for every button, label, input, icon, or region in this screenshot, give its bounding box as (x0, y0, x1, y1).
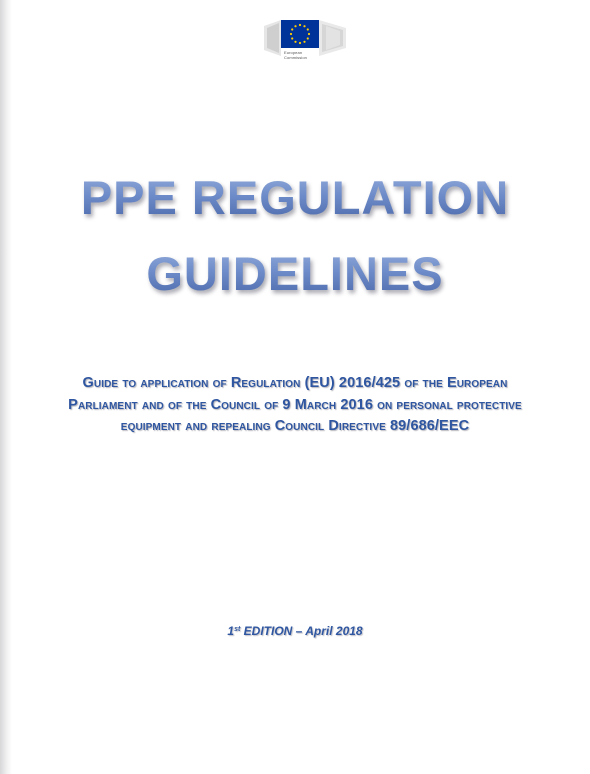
eu-star (303, 41, 305, 43)
logo-line-1: European (284, 50, 303, 55)
document-title (0, 160, 590, 312)
eu-star (307, 37, 309, 39)
logo-caption (284, 50, 307, 60)
title-line-2: GUIDELINES (0, 236, 590, 312)
eu-star (299, 24, 301, 26)
eu-star (307, 28, 309, 30)
eu-star (303, 25, 305, 27)
eu-star (294, 25, 296, 27)
eu-star (290, 33, 292, 35)
edition-text: EDITION – April 2018 (240, 624, 363, 638)
eu-star (308, 33, 310, 35)
eu-star (294, 41, 296, 43)
edition-number: 1 (227, 624, 235, 638)
european-commission-logo (264, 8, 346, 66)
subtitle-text: Guide to application of Regulation (EU) 2016/425 of the European Parliament and of the Council of 9 March 2016 on personal protective equipment and repealing Council Directive 89/686/EEC (68, 375, 522, 434)
edition-ordinal: st (234, 626, 241, 633)
document-subtitle (50, 373, 540, 438)
logo-line-2: Commission (284, 55, 308, 60)
eu-star (291, 28, 293, 30)
title-line-1: PPE REGULATION (0, 160, 590, 236)
eu-star (299, 42, 301, 44)
page-edge-shadow (0, 0, 12, 774)
eu-star (291, 37, 293, 39)
edition-line (0, 624, 590, 638)
